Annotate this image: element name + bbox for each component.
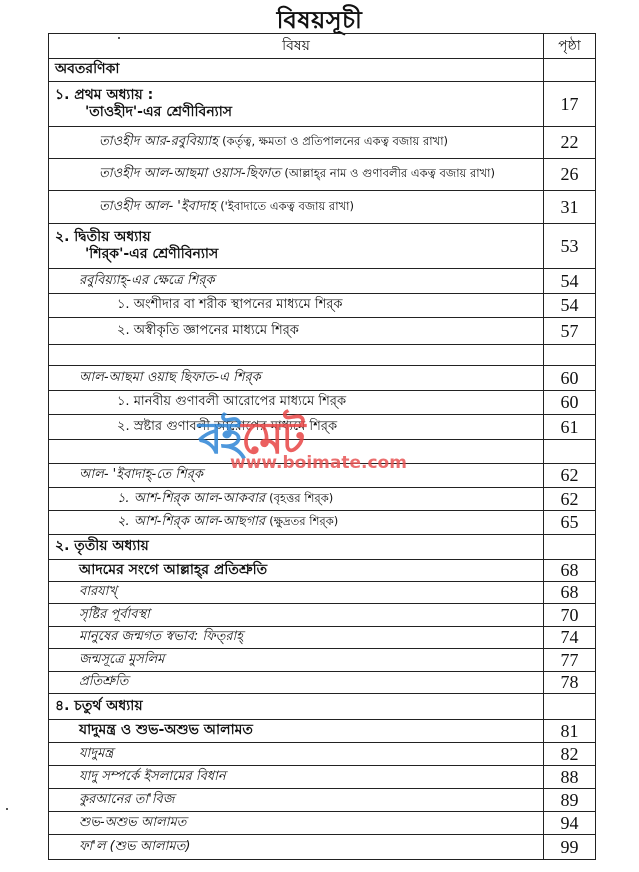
toc-topic-cell [49,627,544,649]
toc-topic-cell [49,464,544,488]
watermark-logo-blue: বই [198,413,242,464]
toc-row-blank [49,345,596,366]
toc-topic-cell [49,159,544,191]
toc-row [49,789,596,812]
toc-row [49,191,596,224]
toc-row [49,560,596,582]
toc-row [49,415,596,440]
scan-speck [6,808,8,810]
toc-page-number: 17 [544,82,596,127]
toc-topic-cell [49,672,544,694]
chapter-heading: যাদুমন্ত্র ও শুভ-অশুভ আলামত [79,722,253,739]
toc-page-number: 22 [544,127,596,159]
toc-topic-cell [49,127,544,159]
toc-topic-cell [49,789,544,812]
numbered-item-note: (বৃহত্তর শির্‌ক) [269,490,334,505]
toc-row [49,294,596,318]
toc-topic-cell [49,511,544,535]
chapter-title: অবতরণিকা [55,61,120,78]
subsection-title: সৃষ্টির পূর্বাবস্থা [79,606,150,622]
toc-row [49,627,596,649]
toc-topic-cell [49,694,544,720]
section-note: ('ইবাদাতে একত্ব বজায় রাখা) [220,198,354,213]
toc-row [49,511,596,535]
subsection-title: আল- 'ইবাদাহ্‌-তে শির্‌ক [79,467,203,483]
toc-row [49,766,596,789]
toc-row [49,582,596,604]
toc-page-number: 81 [544,720,596,743]
toc-page-number [544,345,596,366]
subsection-title: আল-আছমা ওয়াছ ছিফাত-এ শির্‌ক [79,369,261,385]
toc-page-number: 82 [544,743,596,766]
toc-topic-cell [49,835,544,860]
numbered-item-note: (ক্ষুদ্রতর শির্‌ক) [269,514,339,529]
toc-page-number: 54 [544,294,596,318]
watermark-url: www.boimate.com [230,453,407,473]
toc-row [49,743,596,766]
toc-page-number: 31 [544,191,596,224]
toc-page-number: 78 [544,672,596,694]
toc-page-number [544,694,596,720]
toc-row [49,812,596,835]
toc-row [49,535,596,560]
toc-topic-cell [49,366,544,391]
toc-table [48,33,596,860]
numbered-item: ২. অস্বীকৃতি জ্ঞাপনের মাধ্যমে শির্‌ক [117,322,299,338]
section-title: তাওহীদ আল-আছমা ওয়াস-ছিফাত [99,166,281,182]
toc-row [49,159,596,191]
toc-page-number: 60 [544,366,596,391]
subsection-title: যাদুমন্ত্র [79,745,114,761]
toc-page-number: 53 [544,224,596,269]
toc-page-number: 65 [544,511,596,535]
toc-topic-cell [49,560,544,582]
toc-topic-cell [49,604,544,627]
toc-topic-cell [49,535,544,560]
subsection-title: বারযাখ্‌ [79,584,117,600]
toc-page-number: 62 [544,464,596,488]
topic-column-header: বিষয় [49,34,544,59]
toc-page-number [544,59,596,82]
chapter-subtitle: 'তাওহীদ'-এর শ্রেণীবিন্যাস [85,104,233,120]
numbered-item: ১. আশ-শির্‌ক আল-আকবার [117,490,265,506]
toc-page-number [544,535,596,560]
toc-topic-cell [49,269,544,294]
page-title: বিষয়সূচী [276,6,363,34]
toc-topic-cell [49,440,544,464]
numbered-item: ২. আশ-শির্‌ক আল-আছগার [117,514,266,530]
toc-row [49,649,596,672]
toc-page-number: 60 [544,391,596,415]
toc-topic-cell [49,294,544,318]
watermark-logo-red: মেট [241,413,304,464]
toc-page-number: 62 [544,488,596,511]
subsection-title: যাদু সম্পর্কে ইসলামের বিধান [79,768,226,784]
chapter-subtitle: 'শির্‌ক'-এর শ্রেণীবিন্যাস [85,246,219,262]
toc-page-number: 68 [544,582,596,604]
toc-row-blank [49,440,596,464]
toc-page-number [544,440,596,464]
subsection-title: কুরআনের তা'বিজ [79,791,175,807]
toc-topic-cell [49,191,544,224]
toc-page-number: 99 [544,835,596,860]
toc-topic-cell [49,720,544,743]
subsection-title: ফা'ল (শুভ আলামত) [79,838,191,854]
toc-row [49,366,596,391]
numbered-item: ১. মানবীয় গুণাবলী আরোপের মাধ্যমে শির্‌ক [117,394,347,410]
subsection-title: জন্মসূত্রে মুসলিম [79,651,165,667]
toc-page-number: 74 [544,627,596,649]
toc-row [49,694,596,720]
toc-row [49,672,596,694]
toc-header-row [49,34,596,59]
toc-page-number: 94 [544,812,596,835]
toc-topic-cell [49,82,544,127]
page-column-header: পৃষ্ঠা [544,34,596,59]
toc-page-number: 88 [544,766,596,789]
toc-topic-cell [49,318,544,345]
subsection-title: মানুষের জন্মগত স্বভাব: ফিত্‌রাহ্‌ [79,629,244,645]
toc-row [49,720,596,743]
chapter-heading: আদমের সংগে আল্লাহ্‌র প্রতিশ্রুতি [79,561,268,578]
section-note: (কর্তৃত্ব, ক্ষমতা ও প্রতিপালনের একত্ব বজায় রাখা) [222,134,449,149]
toc-topic-cell [49,488,544,511]
chapter-title: ১. প্রথম অধ্যায় : [55,86,154,103]
numbered-item: ২. স্রষ্টার গুণাবলী আরোপের মাধ্যমে শির্‌ক [117,418,338,434]
toc-row [49,224,596,269]
section-note: (আল্লাহ্‌র নাম ও গুণাবলীর একত্ব বজায় রাখা) [284,166,495,181]
subsection-title: প্রতিশ্রুতি [79,674,129,690]
toc-topic-cell [49,415,544,440]
scan-speck [118,37,120,39]
toc-page-number: 77 [544,649,596,672]
toc-topic-cell [49,391,544,415]
toc-page-number: 57 [544,318,596,345]
toc-row [49,318,596,345]
subsection-title: রবুবিয়্যাহ্‌-এর ক্ষেত্রে শির্‌ক [79,272,215,288]
section-title: তাওহীদ আর-রবুবিয়্যাহ [99,134,218,150]
toc-row [49,835,596,860]
toc-topic-cell [49,743,544,766]
toc-row [49,391,596,415]
toc-row [49,464,596,488]
chapter-title: ২. দ্বিতীয় অধ্যায় [55,228,151,245]
toc-topic-cell [49,812,544,835]
toc-topic-cell [49,582,544,604]
toc-page-number: 68 [544,560,596,582]
toc-body [49,59,596,860]
subsection-title: শুভ-অশুভ আলামত [79,814,187,830]
chapter-title: ২. তৃতীয় অধ্যায় [55,538,149,555]
toc-topic-cell [49,59,544,82]
toc-row [49,82,596,127]
toc-topic-cell [49,345,544,366]
toc-page-number: 26 [544,159,596,191]
toc-topic-cell [49,766,544,789]
toc-page-number: 89 [544,789,596,812]
toc-row [49,488,596,511]
toc-page-number: 70 [544,604,596,627]
numbered-item: ১. অংশীদার বা শরীক স্থাপনের মাধ্যমে শির্‌ক [117,297,343,313]
toc-row [49,269,596,294]
toc-row [49,127,596,159]
chapter-title: ৪. চতুর্থ অধ্যায় [55,697,143,714]
toc-topic-cell [49,649,544,672]
toc-page-number: 54 [544,269,596,294]
section-title: তাওহীদ আল- 'ইবাদাহ [99,198,217,214]
toc-row [49,604,596,627]
toc-row [49,59,596,82]
toc-topic-cell [49,224,544,269]
toc-page-number: 61 [544,415,596,440]
